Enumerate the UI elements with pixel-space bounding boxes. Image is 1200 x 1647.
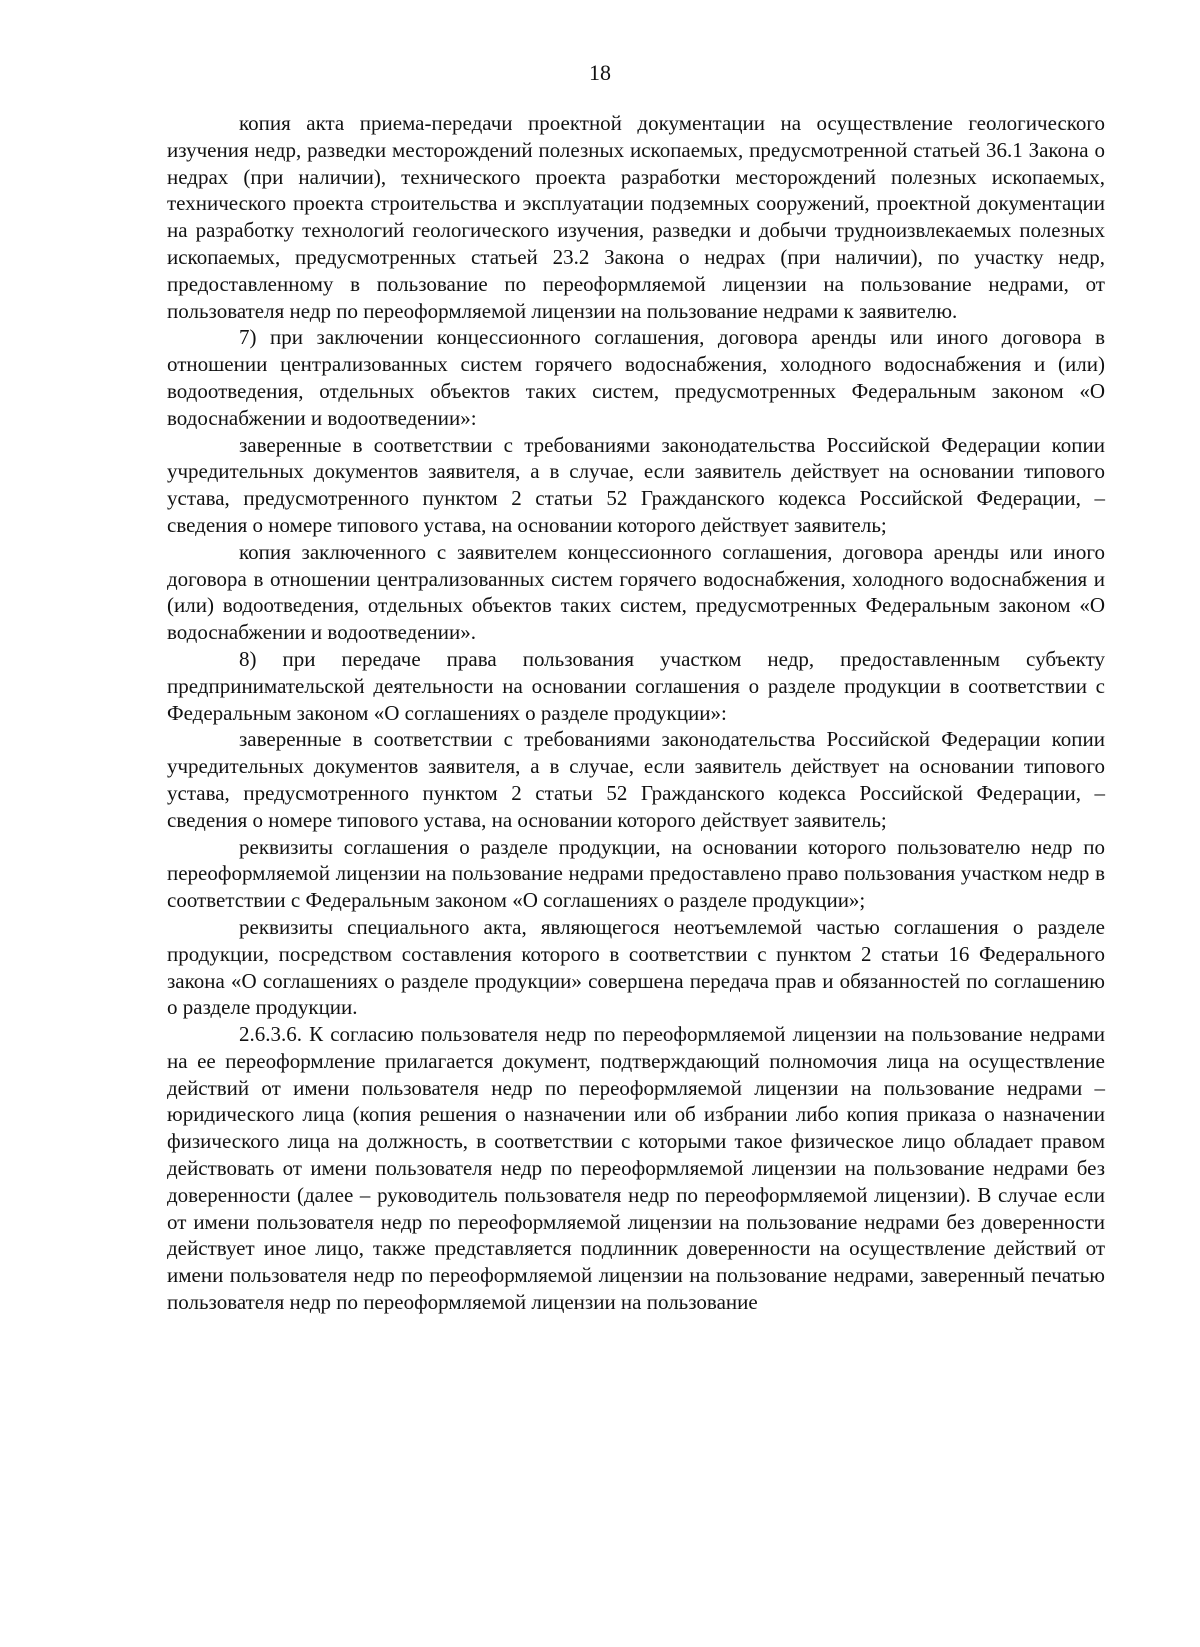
paragraph: заверенные в соответствии с требованиями законодательства Российской Федерации копии учредительных документов заявителя, а в случае, если заявитель действует на основании типового устава, предусмотренного пунктом 2 статьи 52 Гражданского кодекса Российской Федерации, – сведения о номере типового устава, на основании которого действует заявитель; (167, 727, 1105, 832)
paragraph: 8) при передаче права пользования участком недр, предоставленным субъекту предпринимательской деятельности на основании соглашения о разделе продукции в соответствии с Федеральным законом «О соглашениях о разделе продукции»: (167, 646, 1105, 725)
paragraph: заверенные в соответствии с требованиями законодательства Российской Федерации копии учредительных документов заявителя, а в случае, если заявитель действует на основании типового устава, предусмотренного пунктом 2 статьи 52 Гражданского кодекса Российской Федерации, – сведения о номере типового устава, на основании которого действует заявитель; (167, 432, 1105, 537)
paragraph: копия акта приема-передачи проектной документации на осуществление геологического изучения недр, разведки месторождений полезных ископаемых, предусмотренной статьей 36.1 Закона о недрах (при наличии), технического проекта разработки месторождений полезных ископаемых, технического проекта строительства и эксплуатации подземных сооружений, проектной документации на разработку технологий геологического изучения, разведки и добычи трудноизвлекаемых полезных ископаемых, предусмотренных статьей 23.2 Закона о недрах (при наличии), по участку недр, предоставленному в пользование по переоформляемой лицензии на пользование недрами, от пользователя недр по переоформляемой лицензии на пользование недрами к заявителю. (167, 111, 1105, 323)
paragraph: реквизиты специального акта, являющегося неотъемлемой частью соглашения о разделе продукции, посредством составления которого в соответствии с пунктом 2 статьи 16 Федерального закона «О соглашениях о разделе продукции» совершена передача прав и обязанностей по соглашению о разделе продукции. (167, 914, 1105, 1020)
paragraph: копия заключенного с заявителем концессионного соглашения, договора аренды или иного договора в отношении централизованных систем горячего водоснабжения, холодного водоснабжения и (или) водоотведения, отдельных объектов таких систем, предусмотренных Федеральным законом «О водоснабжении и водоотведении». (167, 539, 1105, 645)
paragraph: 7) при заключении концессионного соглашения, договора аренды или иного договора в отношении централизованных систем горячего водоснабжения, холодного водоснабжения и (или) водоотведения, отдельных объектов таких систем, предусмотренных Федеральным законом «О водоснабжении и водоотведении»: (167, 325, 1105, 430)
page-number: 18 (589, 60, 611, 85)
paragraph: реквизиты соглашения о разделе продукции, на основании которого пользователю недр по переоформляемой лицензии на пользование недрами предоставлено право пользования участком недр в соответствии с Федеральным законом «О соглашениях о разделе продукции»; (167, 834, 1105, 913)
document-body (167, 110, 1105, 1316)
paragraph: 2.6.3.6. К согласию пользователя недр по переоформляемой лицензии на пользование недрами на ее переоформление прилагается документ, подтверждающий полномочия лица на осуществление действий от имени пользователя недр по переоформляемой лицензии на пользование недрами – юридического лица (копия решения о назначении или об избрании либо копия приказа о назначении физического лица на должность, в соответствии с которыми такое физическое лицо обладает правом действовать от имени пользователя недр по переоформляемой лицензии на пользование недрами без доверенности (далее – руководитель пользователя недр по переоформляемой лицензии). В случае если от имени пользователя недр по переоформляемой лицензии на пользование недрами без доверенности действует иное лицо, также представляется подлинник доверенности на осуществление действий от имени пользователя недр по переоформляемой лицензии на пользование недрами, заверенный печатью пользователя недр по переоформляемой лицензии на пользование (167, 1022, 1105, 1315)
